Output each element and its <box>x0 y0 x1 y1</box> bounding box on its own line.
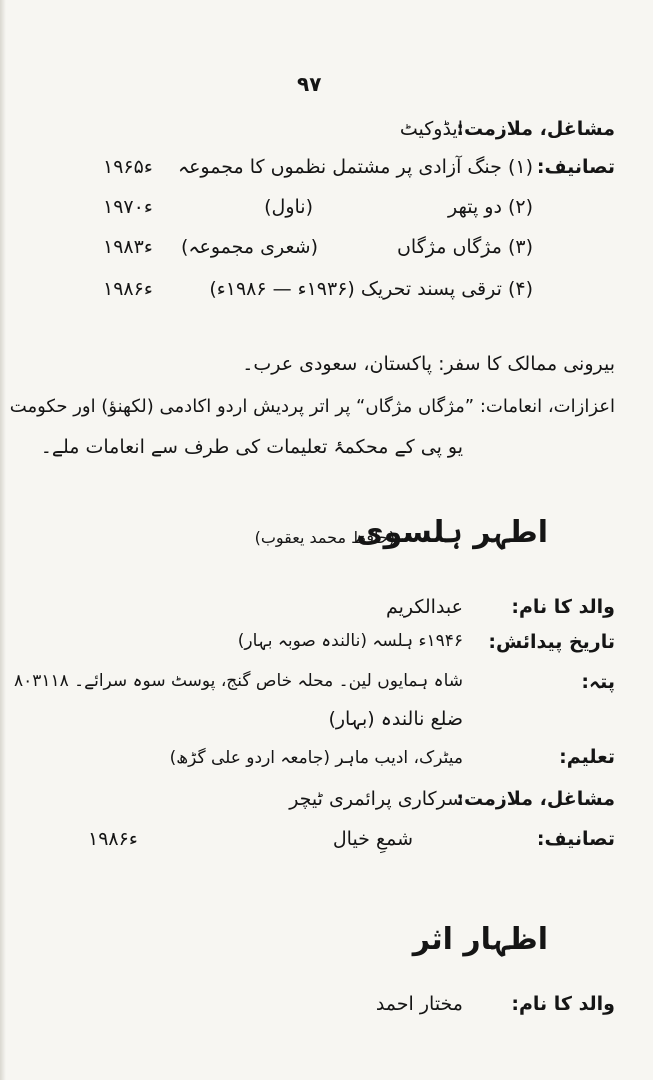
work-year: ۱۹۶۵ء <box>103 156 153 178</box>
father-label: والد کا نام: <box>511 993 615 1015</box>
education-label: تعلیم: <box>559 746 615 768</box>
occupation-value: سرکاری پرائمری ٹیچر <box>289 788 463 810</box>
work-title: شمعِ خیال <box>332 828 413 850</box>
occupation-value: ایڈوکیٹ <box>399 118 463 140</box>
travel-line: بیرونی ممالک کا سفر: پاکستان، سعودی عرب۔ <box>242 353 615 375</box>
works-label: تصانیف: <box>536 828 615 850</box>
works-label: تصانیف: <box>536 156 615 178</box>
address-label: پتہ: <box>581 671 615 693</box>
father-value: مختار احمد <box>375 993 463 1015</box>
father-value: عبدالکریم <box>385 596 463 618</box>
awards-line-1: اعزازات، انعامات: ”مژگاں مژگاں“ پر اتر پردیش اردو اکادمی (لکھنؤ) اور حکومت <box>9 396 615 417</box>
occupation-label: مشاغل، ملازمت: <box>456 788 615 810</box>
work-genre: (شعری مجموعہ) <box>180 236 318 258</box>
education-value: میٹرک، ادیب ماہر (جامعہ اردو علی گڑھ) <box>169 748 463 768</box>
entry-name: اظہار اثر <box>412 922 548 957</box>
work-year: ۱۹۸۶ء <box>103 278 153 300</box>
entry-name: اطہر ہلسوی <box>356 515 548 550</box>
occupation-label: مشاغل، ملازمت: <box>456 118 615 140</box>
dob-label: تاریخ پیدائش: <box>488 631 615 653</box>
work-title: (۳) مژگاں مژگاں <box>396 236 533 258</box>
father-label: والد کا نام: <box>511 596 615 618</box>
page-edge <box>0 0 6 1080</box>
entry-alias: (حافظ محمد یعقوب) <box>254 528 395 547</box>
address-line-1: شاہ ہمایوں لین۔ محلہ خاص گنج، پوسٹ سوہ سرائے۔ ۸۰۳۱۱۸ <box>13 671 463 691</box>
work-year: ۱۹۷۰ء <box>103 196 153 218</box>
work-year: ۱۹۸۳ء <box>103 236 153 258</box>
page-number: ۹۷ <box>297 72 322 96</box>
awards-line-2: یو پی کے محکمۂ تعلیمات کی طرف سے انعامات ملے۔ <box>40 436 463 458</box>
work-year: ۱۹۸۶ء <box>88 828 138 850</box>
work-title: (۱) جنگ آزادی پر مشتمل نظموں کا مجموعہ <box>177 156 533 178</box>
work-title: (۲) دو پتھر <box>447 196 533 218</box>
dob-value: ۱۹۴۶ء ہلسہ (نالندہ صوبہ بہار) <box>237 631 463 651</box>
work-title: (۴) ترقی پسند تحریک (۱۹۳۶ء — ۱۹۸۶ء) <box>209 278 533 300</box>
work-genre: (ناول) <box>264 196 313 218</box>
address-line-2: ضلع نالندہ (بہار) <box>328 708 463 730</box>
